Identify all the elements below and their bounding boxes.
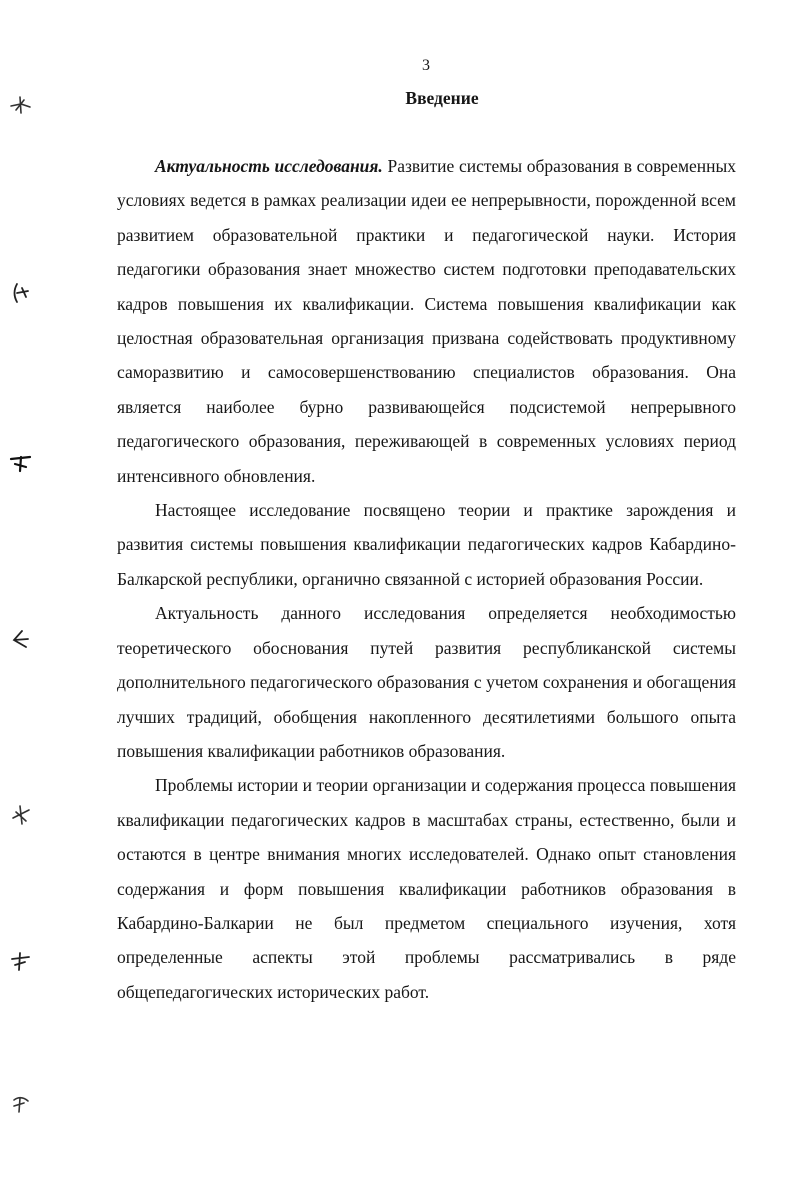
scan-mark-icon xyxy=(8,948,34,974)
paragraph-lead: Актуальность исследования. xyxy=(155,156,383,176)
scan-mark-icon xyxy=(8,450,34,476)
page-number: 3 xyxy=(422,57,430,74)
paragraph-1 xyxy=(117,149,736,493)
paragraph-2: Настоящее исследование посвящено теории и практике зарождения и развития системы повышения квалификации педагогических кадров Кабардино-Балкарской республики, органично связанной с историей образования России. xyxy=(117,500,736,589)
scan-mark-icon xyxy=(8,280,34,306)
scan-mark-icon xyxy=(8,627,34,653)
paragraph-4: Проблемы истории и теории организации и содержания процесса повышения квалификации педагогических кадров в масштабах страны, естественно, были и остаются в центре внимания многих исследователей. Однако опыт становления содержания и форм повышения квалификации работников образования в Кабардино-Балкарии не был предметом специального изучения, хотя определенные аспекты этой проблемы рассматривались в ряде общепедагогических исторических работ. xyxy=(117,775,736,1002)
scan-mark-icon xyxy=(8,92,34,118)
paragraph-1-text: Развитие системы образования в современных условиях ведется в рамках реализации идеи ее непрерывности, порожденной всем развитием образовательной практики и педагогической науки. История педагогики образования знает множество систем подготовки преподавательских кадров повышения их квалификации. Система повышения квалификации как целостная образовательная организация призвана содействовать продуктивному саморазвитию и самосовершенствованию специалистов образования. Она является наиболее бурно развивающейся подсистемой непрерывного педагогического образования, переживающей в современных условиях период интенсивного обновления. xyxy=(117,156,737,486)
scan-mark-icon xyxy=(8,802,34,828)
paragraph-3: Актуальность данного исследования определяется необходимостью теоретического обоснования путей развития республиканской системы дополнительного педагогического образования с учетом сохранения и обогащения лучших традиций, обобщения накопленного десятилетиями большого опыта повышения квалификации работников образования. xyxy=(117,603,736,761)
section-heading: Введение xyxy=(405,88,479,108)
body-text xyxy=(117,149,736,1009)
scan-mark-icon xyxy=(8,1090,34,1116)
